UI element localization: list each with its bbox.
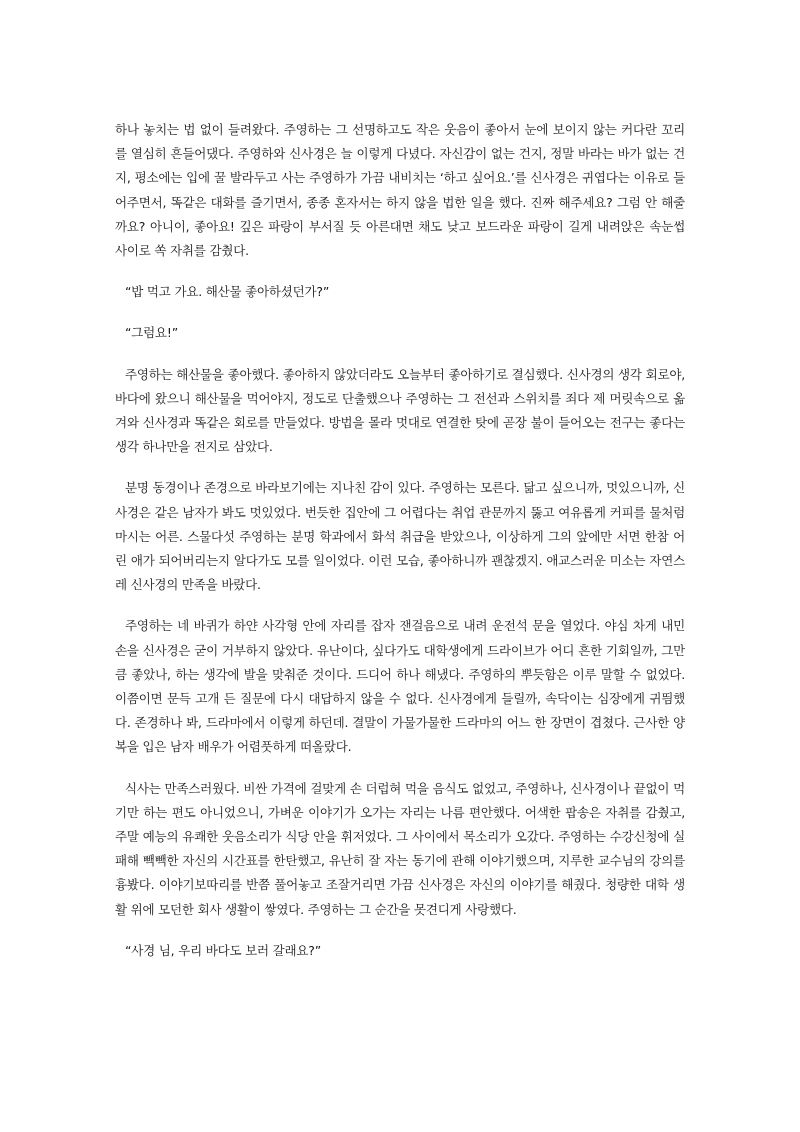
- paragraph: 주영하는 해산물을 좋아했다. 좋아하지 않았더라도 오늘부터 좋아하기로 결심했다. 신사경의 생각 회로야, 바다에 왔으니 해산물을 먹어야지, 정도로 단출했으나 주영하는 그 전선과 스위치를 죄다 제 머릿속으로 옮겨와 신사경과 똑같은 회로를 만들었다. 방법을 몰라 멋대로 연결한 탓에 곧장 불이 들어오는 전구는 좋다는 생각 하나만을 전지로 삼았다.: [115, 366, 685, 455]
- document-page: [115, 118, 685, 980]
- paragraph: 분명 동경이나 존경으로 바라보기에는 지나친 감이 있다. 주영하는 모른다. 닮고 싶으니까, 멋있으니까, 신사경은 같은 남자가 봐도 멋있었다. 번듯한 집안에 그 어렵다는 취업 관문까지 뚫고 여유롭게 커피를 물처럼 마시는 어른. 스물다섯 주영하는 분명 학과에서 화석 취급을 받았으나, 이상하게 그의 앞에만 서면 한참 어린 애가 되어버리는지 알다가도 모를 일이었다. 이런 모습, 좋아하니까 괜찮겠지. 애교스러운 미소는 자연스레 신사경의 만족을 바랐다.: [115, 480, 685, 593]
- dialogue-line: “사경 님, 우리 바다도 보러 갈래요?”: [125, 942, 322, 958]
- dialogue-line: “그럼요!”: [125, 325, 178, 341]
- paragraph: 주영하는 네 바퀴가 하얀 사각형 안에 자리를 잡자 잰걸음으로 내려 운전석 문을 열었다. 야심 차게 내민 손을 신사경은 굳이 거부하지 않았다. 유난이다, 싶다가도 대학생에게 드라이브가 어디 흔한 기회일까, 그만큼 좋았나, 하는 생각에 발을 맞춰준 것이다. 드디어 하나 해냈다. 주영하의 뿌듯함은 이루 말할 수 없었다. 이쯤이면 문득 고개 든 질문에 다시 대답하지 않을 수 없다. 신사경에게 들릴까, 속닥이는 심장에게 귀띔했다. 존경하나 봐, 드라마에서 이렇게 하던데. 결말이 가물가물한 드라마의 어느 한 장면이 겹쳤다. 근사한 양복을 입은 남자 배우가 어렴풋하게 떠올랐다.: [115, 618, 685, 755]
- paragraph-continuation: 하나 놓치는 법 없이 들려왔다. 주영하는 그 선명하고도 작은 웃음이 좋아서 눈에 보이지 않는 커다란 꼬리를 열심히 흔들어댔다. 주영하와 신사경은 늘 이렇게 다녔다. 자신감이 없는 건지, 정말 바라는 바가 없는 건지, 평소에는 입에 꿀 발라두고 사는 주영하가 가끔 내비치는 ‘하고 싶어요.’를 신사경은 귀엽다는 이유로 들어주면서, 똑같은 대화를 즐기면서, 종종 혼자서는 하지 않을 법한 일을 했다. 진짜 해주세요? 그럼 안 해줄까요? 아니이, 좋아요! 깊은 파랑이 부서질 듯 아른대면 채도 낮고 보드라운 파랑이 길게 내려앉은 속눈썹 사이로 쏙 자취를 감췄다.: [115, 122, 685, 259]
- paragraph: 식사는 만족스러웠다. 비싼 가격에 걸맞게 손 더럽혀 먹을 음식도 없었고, 주영하나, 신사경이나 끝없이 먹기만 하는 편도 아니었으니, 가벼운 이야기가 오가는 자리는 나름 편안했다. 어색한 팝송은 자취를 감췄고, 주말 예능의 유쾌한 웃음소리가 식당 안을 휘저었다. 그 사이에서 목소리가 오갔다. 주영하는 수강신청에 실패해 빽빽한 자신의 시간표를 한탄했고, 유난히 잘 자는 동기에 관해 이야기했으며, 지루한 교수님의 강의를 흉봤다. 이야기보따리를 반쯤 풀어놓고 조잘거리면 가끔 신사경은 자신의 이야기를 해줬다. 청량한 대학 생활 위에 모던한 회사 생활이 쌓였다. 주영하는 그 순간을 못견디게 사랑했다.: [115, 780, 685, 917]
- dialogue-line: “밥 먹고 가요. 해산물 좋아하셨던가?”: [125, 284, 330, 300]
